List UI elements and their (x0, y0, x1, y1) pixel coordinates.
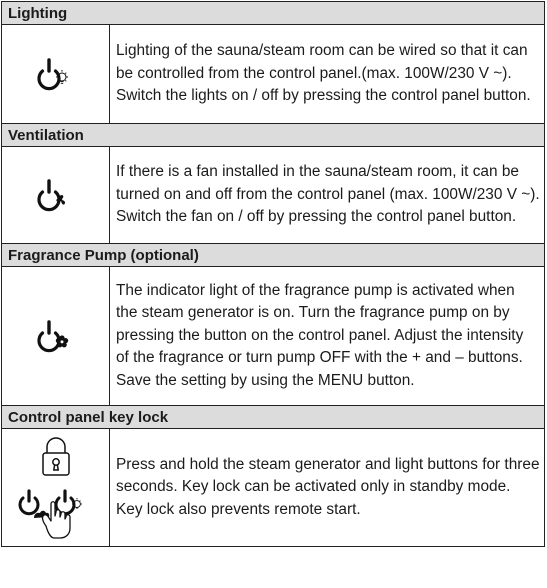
section-text-ventilation: If there is a fan installed in the sauna/steam room, it can be turned on and off from the control panel (max. 100W/230 V ~). Switch the fan on / off by pressing the control panel button. (110, 147, 545, 244)
control-functions-table-page (1, 1, 545, 547)
icon-cell-ventilation (2, 147, 110, 244)
section-text-fragrance-pump: The indicator light of the fragrance pump is activated when the steam generator is on. Turn the fragrance pump on by pressing the button on the control panel. Adjust the intensity of the fragrance or turn pump OFF with the + and – buttons. Save the setting by using the MENU button. (110, 267, 545, 406)
section-text-key-lock: Press and hold the steam generator and light buttons for three seconds. Key lock can be activated only in standby mode. Key lock also prevents remote start. (110, 429, 545, 547)
section-row-ventilation (2, 147, 545, 244)
section-row-lighting (2, 25, 545, 124)
icon-cell-lighting (2, 25, 110, 124)
section-title-key-lock: Control panel key lock (2, 406, 545, 429)
section-header-ventilation (2, 124, 545, 147)
section-title-fragrance-pump: Fragrance Pump (optional) (2, 244, 545, 267)
section-title-lighting: Lighting (2, 2, 545, 25)
padlock-hand-press-icon (2, 434, 109, 542)
section-text-lighting: Lighting of the sauna/steam room can be wired so that it can be controlled from the control panel.(max. 100W/230 V ~). Switch the lights on / off by pressing the control panel button. (110, 25, 545, 124)
power-fan-icon (2, 178, 109, 212)
control-functions-table (1, 1, 545, 547)
section-title-ventilation: Ventilation (2, 124, 545, 147)
power-flower-icon (2, 319, 109, 353)
power-lightbulb-icon (2, 57, 109, 91)
power-steam-icon (20, 491, 49, 518)
icon-cell-key-lock (2, 429, 110, 547)
padlock-icon (43, 438, 69, 475)
section-row-key-lock (2, 429, 545, 547)
section-header-key-lock (2, 406, 545, 429)
icon-cell-fragrance-pump (2, 267, 110, 406)
section-header-lighting (2, 2, 545, 25)
section-header-fragrance-pump (2, 244, 545, 267)
section-row-fragrance-pump (2, 267, 545, 406)
